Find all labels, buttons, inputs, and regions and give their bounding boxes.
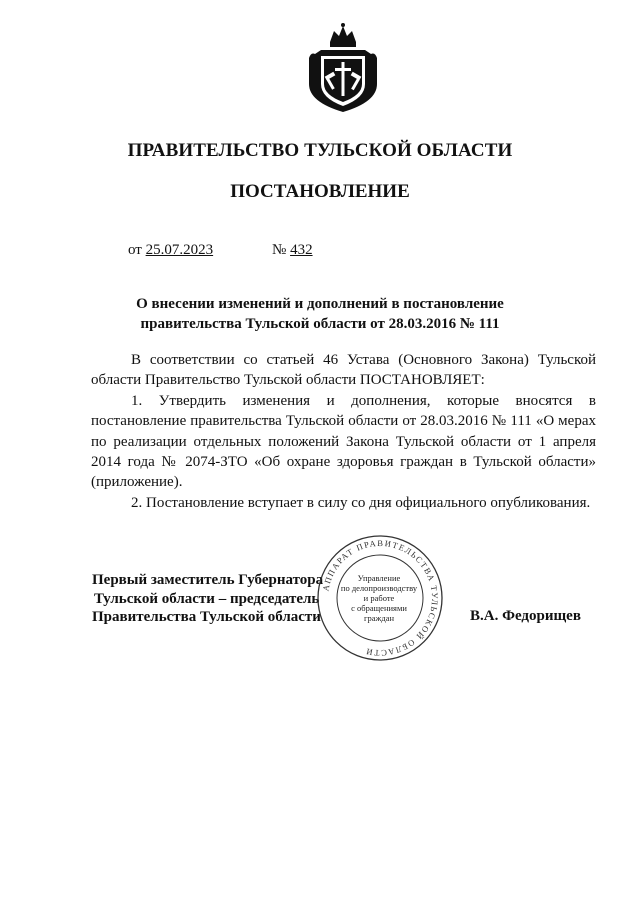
coat-of-arms-icon bbox=[305, 22, 381, 114]
subject-line-1: О внесении изменений и дополнений в постановление bbox=[136, 296, 504, 312]
stamp-line-1: Управление bbox=[357, 573, 401, 583]
signatory-position bbox=[92, 571, 323, 627]
stamp-line-3: и работе bbox=[363, 593, 395, 603]
stamp-center-text bbox=[339, 573, 419, 623]
document-type: ПОСТАНОВЛЕНИЕ bbox=[230, 181, 410, 202]
number-prefix: № bbox=[272, 242, 287, 258]
document-subject bbox=[0, 294, 640, 334]
organization-title: ПРАВИТЕЛЬСТВО ТУЛЬСКОЙ ОБЛАСТИ bbox=[127, 140, 513, 161]
stamp-line-4: с обращениями bbox=[351, 603, 407, 613]
number-value: 432 bbox=[290, 242, 313, 258]
document-body bbox=[91, 350, 596, 513]
stamp-ring-text: АППАРАТ ПРАВИТЕЛЬСТВА ТУЛЬСКОЙ ОБЛАСТИ bbox=[320, 537, 441, 659]
position-line-1: Первый заместитель Губернатора bbox=[92, 572, 324, 588]
subject-line-2: правительства Тульской области от 28.03.2016 № 111 bbox=[140, 316, 500, 332]
paragraph-item-2: 2. Постановление вступает в силу со дня официального опубликования. bbox=[131, 494, 591, 511]
position-line-2: Тульской области – председатель bbox=[94, 590, 320, 607]
stamp-line-2: по делопроизводству bbox=[340, 583, 418, 593]
date-value: 25.07.2023 bbox=[145, 242, 214, 258]
paragraph-preamble: В соответствии со статьей 46 Устава (Основного Закона) Тульской области Правительство Тульской области ПОСТАНОВЛЯЕТ: bbox=[91, 352, 596, 389]
date-prefix: от bbox=[128, 242, 142, 258]
position-line-3: Правительства Тульской области bbox=[92, 609, 321, 625]
document-number bbox=[272, 242, 313, 259]
stamp-line-5: граждан bbox=[363, 613, 395, 623]
signatory-name: В.А. Федорищев bbox=[470, 608, 581, 624]
document-date bbox=[128, 242, 213, 259]
paragraph-item-1: 1. Утвердить изменения и дополнения, которые вносятся в постановление правительства Тульской области от 28.03.2016 № 111 «О мерах по реализации отдельных положений Закона Тульской области от 1 апреля 2014 года № 2074-ЗТО «Об охране здоровья граждан в Тульской области» (приложение). bbox=[91, 392, 596, 491]
